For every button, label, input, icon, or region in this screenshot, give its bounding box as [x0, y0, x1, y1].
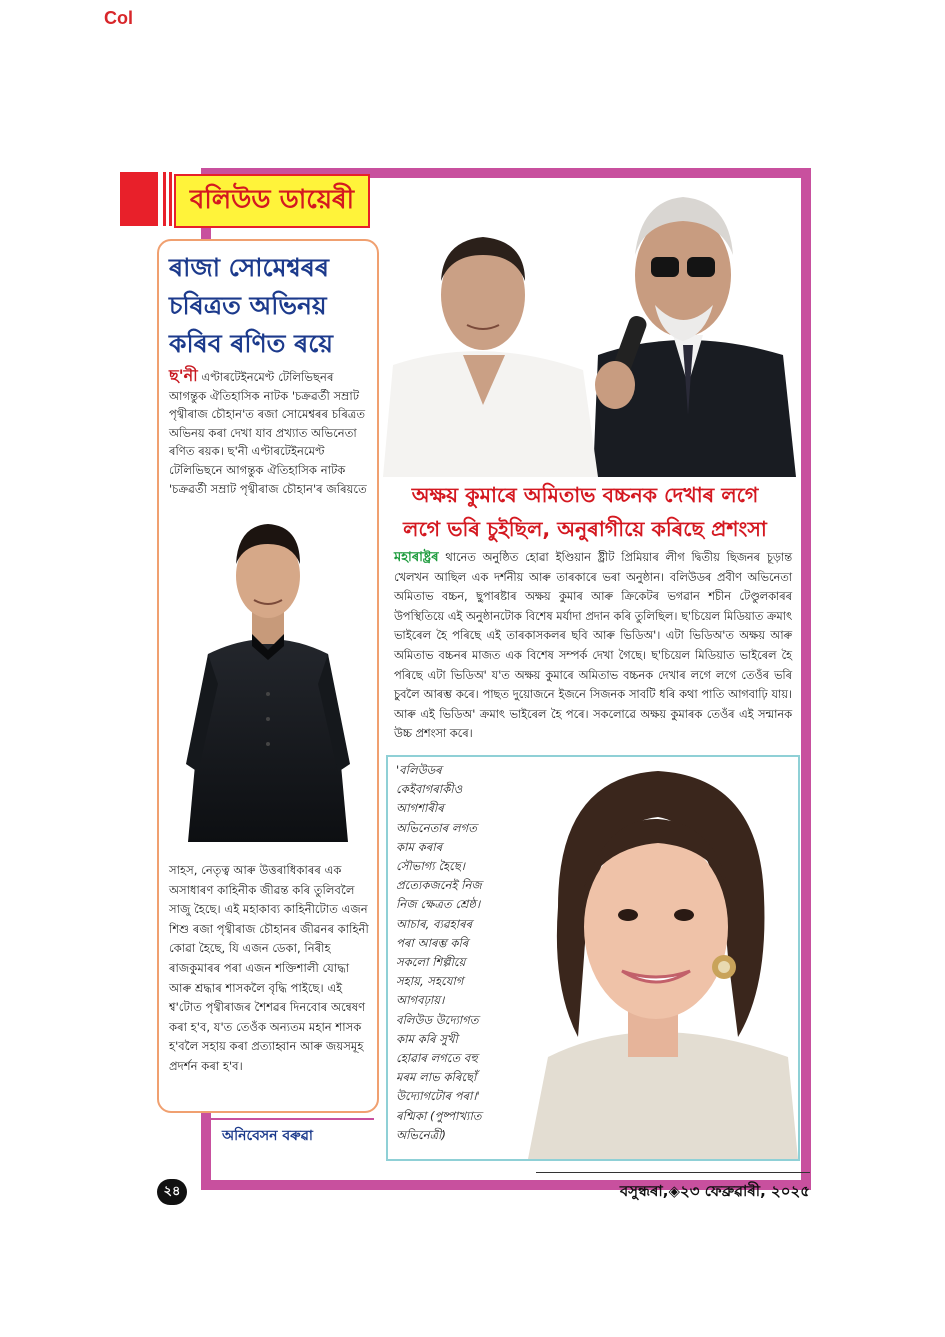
quote-line: কাম কৰাৰ	[396, 839, 443, 854]
headline-line-1: অক্ষয় কুমাৰে অমিতাভ বচ্চনক দেখাৰ লগে	[411, 483, 759, 507]
byline: অনিবেসন বৰুৱা	[222, 1128, 313, 1144]
footer-rule	[536, 1172, 810, 1173]
banner-red-block	[120, 172, 158, 226]
main-headline	[370, 478, 800, 546]
section-banner-title: বলিউড ডায়েৰী	[189, 185, 355, 215]
quote-line: অভিনেত্ৰী)	[396, 1127, 446, 1142]
quote-line: হোৱাৰ লগতে বহু	[396, 1051, 478, 1066]
left-story-para2: সাহস, নেতৃত্ব আৰু উত্তৰাধিকাৰৰ এক অসাধাৰণ কাহিনীক জীৱন্ত কৰি তুলিবলৈ সাজু হৈছে। এই মহাকাব্য কাহিনীটোত এজন শিশু ৰজা পৃথ্বীৰাজ চৌহানৰ জীৱনৰ কাহিনী কোৱা হৈছে, যি এজন ডেকা, নিৰীহ ৰাজকুমাৰৰ পৰা এজন শক্তিশালী যোদ্ধা আৰু শ্ৰদ্ধাৰ শাসকলৈ বৃদ্ধি পাইছে। এই শ্ব'টোত পৃথ্বীৰাজৰ শৈশৱৰ দিনবোৰ অন্বেষণ কৰা হ'ব, য'ত তেওঁক অন্যতম মহান শাসক হ'বলৈ সহায় কৰা প্ৰত্যাহ্বান আৰু জয়সমূহ প্ৰদৰ্শন কৰা হ'ব।	[169, 863, 369, 1073]
quote-line: সহায়, সহযোগ	[396, 974, 464, 989]
quote-line: কাম কৰি সুখী	[396, 1031, 458, 1046]
article-text: থানেত অনুষ্ঠিত হোৱা ইণ্ডিয়ান ষ্ট্ৰীট প্ৰিমিয়াৰ লীগ দ্বিতীয় ছিজনৰ চূড়ান্ত খেলখন আছিল এক দৰ্শনীয় আৰু তাৰকাৰে ভৰা অনুষ্ঠান। বলিউডৰ প্ৰবীণ অভিনেতা অমিতাভ বচ্চন, ছুপাৰষ্টাৰ অক্ষয় কুমাৰ আৰু ক্ৰিকেটৰ ভগৱান শচীন টেণ্ডুলকাৰৰ উপস্থিতিয়ে এই অনুষ্ঠানটোক বিশেষ মৰ্যাদা প্ৰদান কৰি তুলিছিল। ছ'চিয়েল মিডিয়াত ক্ৰমাৎ ভাইৰেল হৈ পৰিছে এই তাৰকাসকলৰ ছবি আৰু ভিডিঅ'। এটা ভিডিঅ'ত অক্ষয় আৰু অমিতাভ বচ্চনৰ মাজত এক বিশেষ সম্পৰ্ক দেখা গৈছে। ছ'চিয়েল মিডিয়াত ভাইৰেল হৈ পৰিছে এটা ভিডিঅ' য'ত অক্ষয় কুমাৰে অমিতাভ বচ্চনক দেখাৰ লগে লগে তেওঁৰ ভৰি চুবলৈ আৰম্ভ কৰে। পাছত দুয়োজনে ইজনে সিজনক সাবটি ধৰি কথা পাতি আগবাঢ়ি যায়। আৰু এই ভিডিঅ' ক্ৰমাৎ ভাইৰেল হৈ পৰে। সকলোৱে অক্ষয় কুমাৰক তেওঁৰ এই সন্মানক উচ্চ প্ৰশংসা কৰে।	[394, 551, 792, 741]
quote-line: আগবঢ়ায়।	[396, 993, 445, 1008]
quote-line: সৌভাগ্য হৈছে।	[396, 859, 465, 874]
actress-photo	[488, 757, 798, 1159]
byline-rule	[206, 1118, 374, 1120]
publication-footer: বসুন্ধৰা,◈২৩ ফেব্ৰুৱাৰী, ২০২৫	[619, 1182, 810, 1200]
quote-line: আচাৰ, ব্যৱহাৰৰ	[396, 916, 473, 931]
left-story-paragraph	[169, 367, 371, 498]
main-article-body	[394, 548, 792, 744]
quote-line: নিজ ক্ষেত্ৰত শ্ৰেষ্ঠ।	[396, 897, 481, 912]
banner-red-bar	[163, 172, 166, 226]
quote-text	[396, 761, 504, 1145]
left-story-para1: এণ্টাৰটেইনমেণ্ট টেলিভিছনৰ আগন্তুক ঐতিহাসিক নাটক 'চক্ৰৱৰ্তী সম্ৰাট পৃথ্বীৰাজ চৌহান'ত ৰজা সোমেশ্বৰৰ চৰিত্ৰত অভিনয় কৰা দেখা যাব প্ৰখ্যাত অভিনেতা ৰণিত ৰয়ক। ছ'নী এণ্টাৰটেইনমেণ্ট টেলিভিছনে আগন্তুক ঐতিহাসিক নাটক 'চক্ৰৱৰ্তী সম্ৰাট পৃথ্বীৰাজ চৌহান'ৰ জৰিয়তে	[169, 370, 367, 496]
quote-line: মৰম লাভ কৰিছোঁ	[396, 1070, 477, 1085]
quote-box	[386, 755, 800, 1161]
quote-line: উদ্যোগটোৰ পৰা।'	[396, 1089, 480, 1104]
actor-photo	[168, 504, 368, 844]
quote-line: সকলো শিল্পীয়ে	[396, 955, 466, 970]
main-photo	[383, 185, 796, 477]
banner-red-bar	[169, 172, 172, 226]
section-banner	[174, 174, 370, 228]
left-story-title: ৰাজা সোমেশ্বৰৰ চৰিত্ৰত অভিনয় কৰিব ৰণিত ৰয়ে	[169, 253, 333, 358]
corner-label: Col	[104, 8, 133, 28]
quote-line: ৰশ্মিকা (পুষ্পাখ্যাত	[396, 1108, 482, 1123]
page-number: ২৪	[157, 1179, 187, 1205]
quote-line: পৰা আৰম্ভ কৰি	[396, 935, 469, 950]
left-story-panel	[157, 239, 379, 1113]
article-lead: মহাৰাষ্ট্ৰৰ	[394, 550, 439, 565]
quote-line: প্ৰত্যেকজনেই নিজ	[396, 878, 482, 893]
quote-line: আগশাৰীৰ	[396, 801, 444, 816]
headline-line-2: লগে ভৰি চুইছিল, অনুৰাগীয়ে কৰিছে প্ৰশংসা	[403, 517, 767, 541]
quote-line: বলিউড উদ্যোগত	[396, 1012, 479, 1027]
quote-line: 'বলিউডৰ	[396, 763, 442, 777]
quote-line: অভিনেতাৰ লগত	[396, 820, 477, 835]
quote-line: কেইবাগৰাকীও	[396, 782, 463, 797]
left-story-dropcap: ছ'নী	[169, 366, 198, 385]
